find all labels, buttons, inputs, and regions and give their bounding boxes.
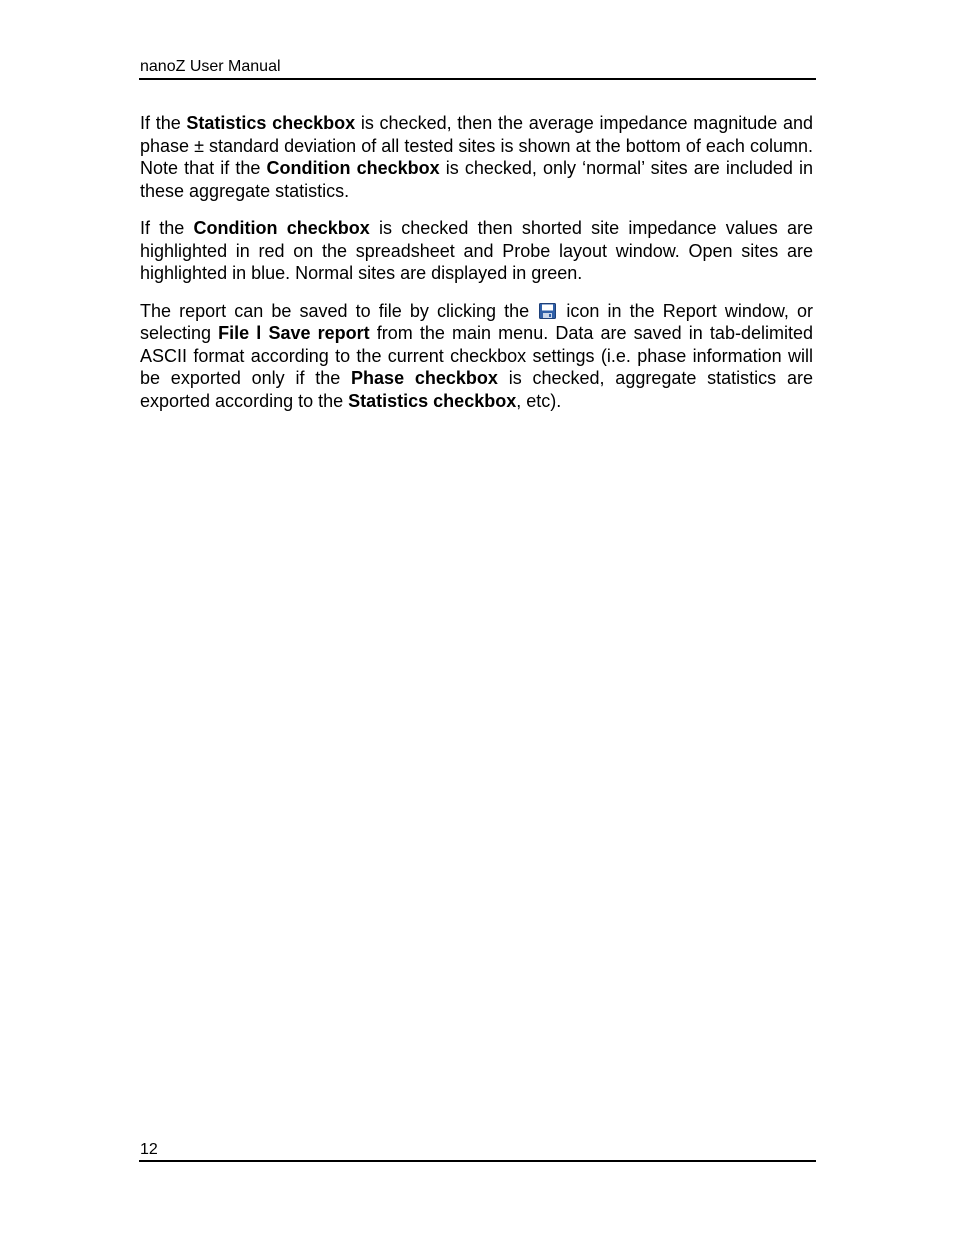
bold-term: Statistics checkbox [348,390,517,411]
text-run: The report can be saved to file by clicking the [140,300,538,321]
paragraph-save-report [140,300,813,413]
text-run: from the main menu. Data are saved in tab-delimited ASCII format according to the current checkbox settings (i.e. phase information will be exported only if the [140,323,813,388]
paragraph-statistics [140,112,813,202]
bold-term: Condition checkbox [266,158,440,178]
page-number: 12 [140,1141,158,1158]
text-run: icon in the Report window, or selecting [140,300,813,343]
text-run: If the [140,218,194,238]
text-run: If the [140,113,187,133]
header-title: nanoZ User Manual [140,58,281,75]
bold-term: Condition checkbox [193,218,370,238]
bold-term: Phase checkbox [351,368,498,388]
text-run: is checked, then the average impedance magnitude and phase ± standard deviation of all tested sites is shown at the bottom of each column. Note that if the [140,113,813,178]
text-run: is checked, aggregate statistics are exported according to the [140,368,813,411]
text-run: , etc). [516,390,562,411]
page-header [139,56,816,80]
text-run: is checked, only ‘normal’ sites are included in these aggregate statistics. [140,158,813,201]
bold-term: File l Save report [218,323,370,343]
paragraph-condition [140,217,813,285]
page-content [140,112,813,427]
save-icon [539,302,556,318]
text-run: is checked then shorted site impedance values are highlighted in red on the spreadsheet and Probe layout window. Open sites are highlighted in blue. Normal sites are displayed in green. [140,218,813,283]
page-footer [139,1138,816,1162]
bold-term: Statistics checkbox [186,113,356,133]
